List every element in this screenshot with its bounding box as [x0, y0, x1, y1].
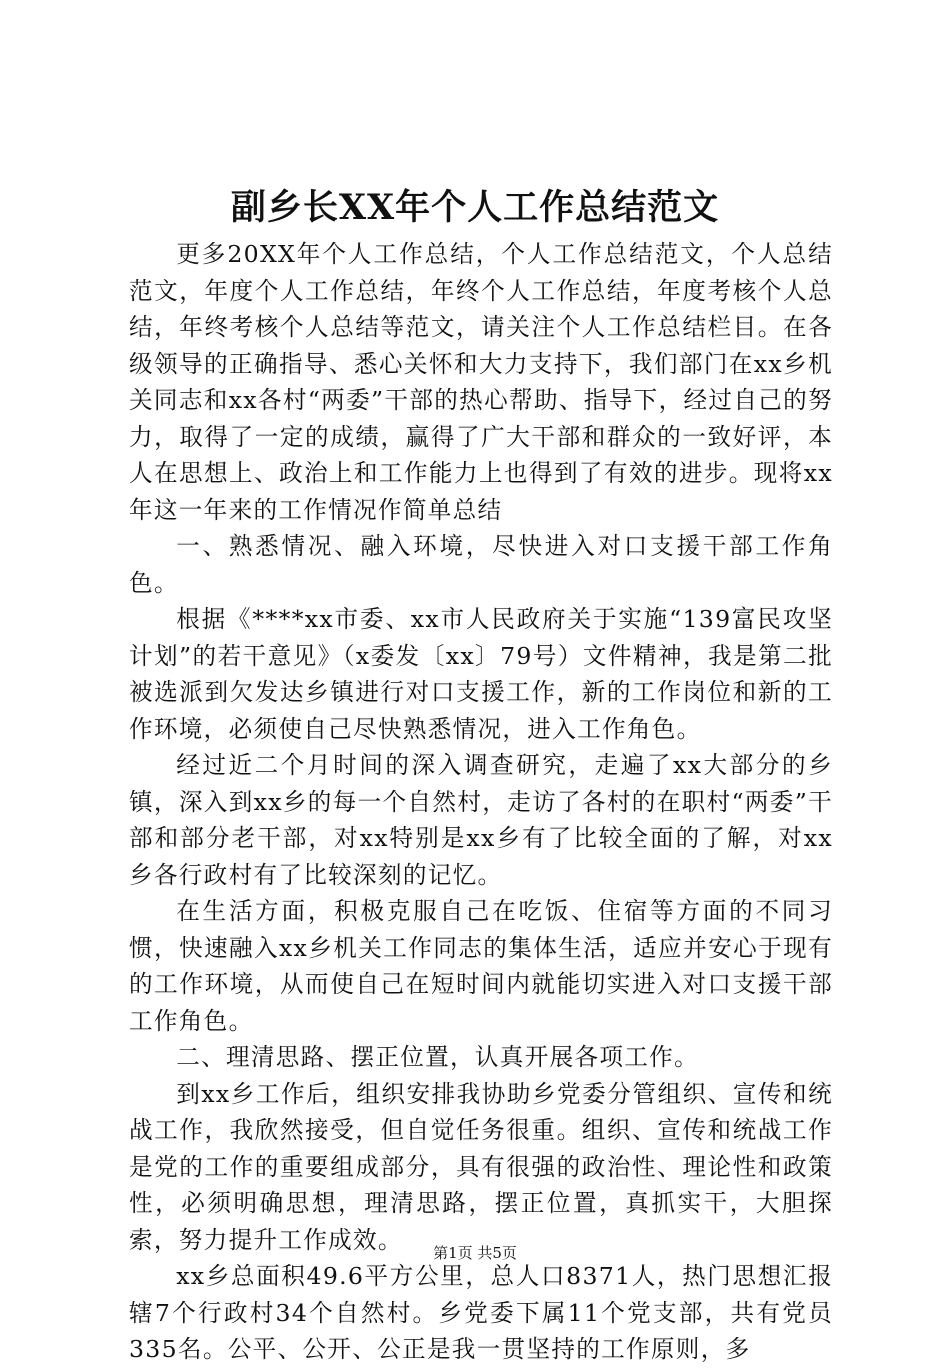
paragraph: 到xx乡工作后，组织安排我协助乡党委分管组织、宣传和统战工作，我欣然接受，但自觉任务很重。组织、宣传和统战工作是党的工作的重要组成部分，具有很强的政治性、理论性和政策性，必须明确思想，理清思路，摆正位置，真抓实干，大胆探索，努力提升工作成效。: [129, 1079, 833, 1254]
paragraph: 经过近二个月时间的深入调查研究，走遍了xx大部分的乡镇，深入到xx乡的每一个自然村，走访了各村的在职村“两委”干部和部分老干部，对xx特别是xx乡有了比较全面的了解，对xx乡各行政村有了比较深刻的记忆。: [129, 751, 833, 889]
document-body: [129, 236, 833, 1368]
paragraph: 更多20XX年个人工作总结，个人工作总结范文，个人总结范文，年度个人工作总结，年终个人工作总结，年度考核个人总结，年终考核个人总结等范文，请关注个人工作总结栏目。在各级领导的正确指导、悉心关怀和大力支持下，我们部门在xx乡机关同志和xx各村“两委”干部的热心帮助、指导下，经过自己的努力，取得了一定的成绩，赢得了广大干部和群众的一致好评，本人在思想上、政治上和工作能力上也得到了有效的进步。现将xx年这一年来的工作情况作简单总结: [129, 240, 833, 524]
page-footer: 第1页 共5页: [433, 1244, 517, 1262]
paragraph: 在生活方面，积极克服自己在吃饭、住宿等方面的不同习惯，快速融入xx乡机关工作同志的集体生活，适应并安心于现有的工作环境，从而使自己在短时间内就能切实进入对口支援干部工作角色。: [129, 897, 833, 1035]
section-heading: 一、熟悉情况、融入环境，尽快进入对口支援干部工作角色。: [129, 532, 833, 597]
paragraph: xx乡总面积49.6平方公里，总人口8371人，热门思想汇报辖7个行政村34个自然村。乡党委下属11个党支部，共有党员335名。公平、公开、公正是我一贯坚持的工作原则，多: [129, 1262, 833, 1363]
document-title: 副乡长XX年个人工作总结范文: [230, 187, 720, 228]
paragraph: 根据《****xx市委、xx市人民政府关于实施“139富民攻坚计划”的若干意见》（x委发〔xx〕79号）文件精神，我是第二批被选派到欠发达乡镇进行对口支援工作，新的工作岗位和新的工作环境，必须使自己尽快熟悉情况，进入工作角色。: [129, 605, 833, 743]
section-heading: 二、理清思路、摆正位置，认真开展各项工作。: [176, 1043, 699, 1071]
